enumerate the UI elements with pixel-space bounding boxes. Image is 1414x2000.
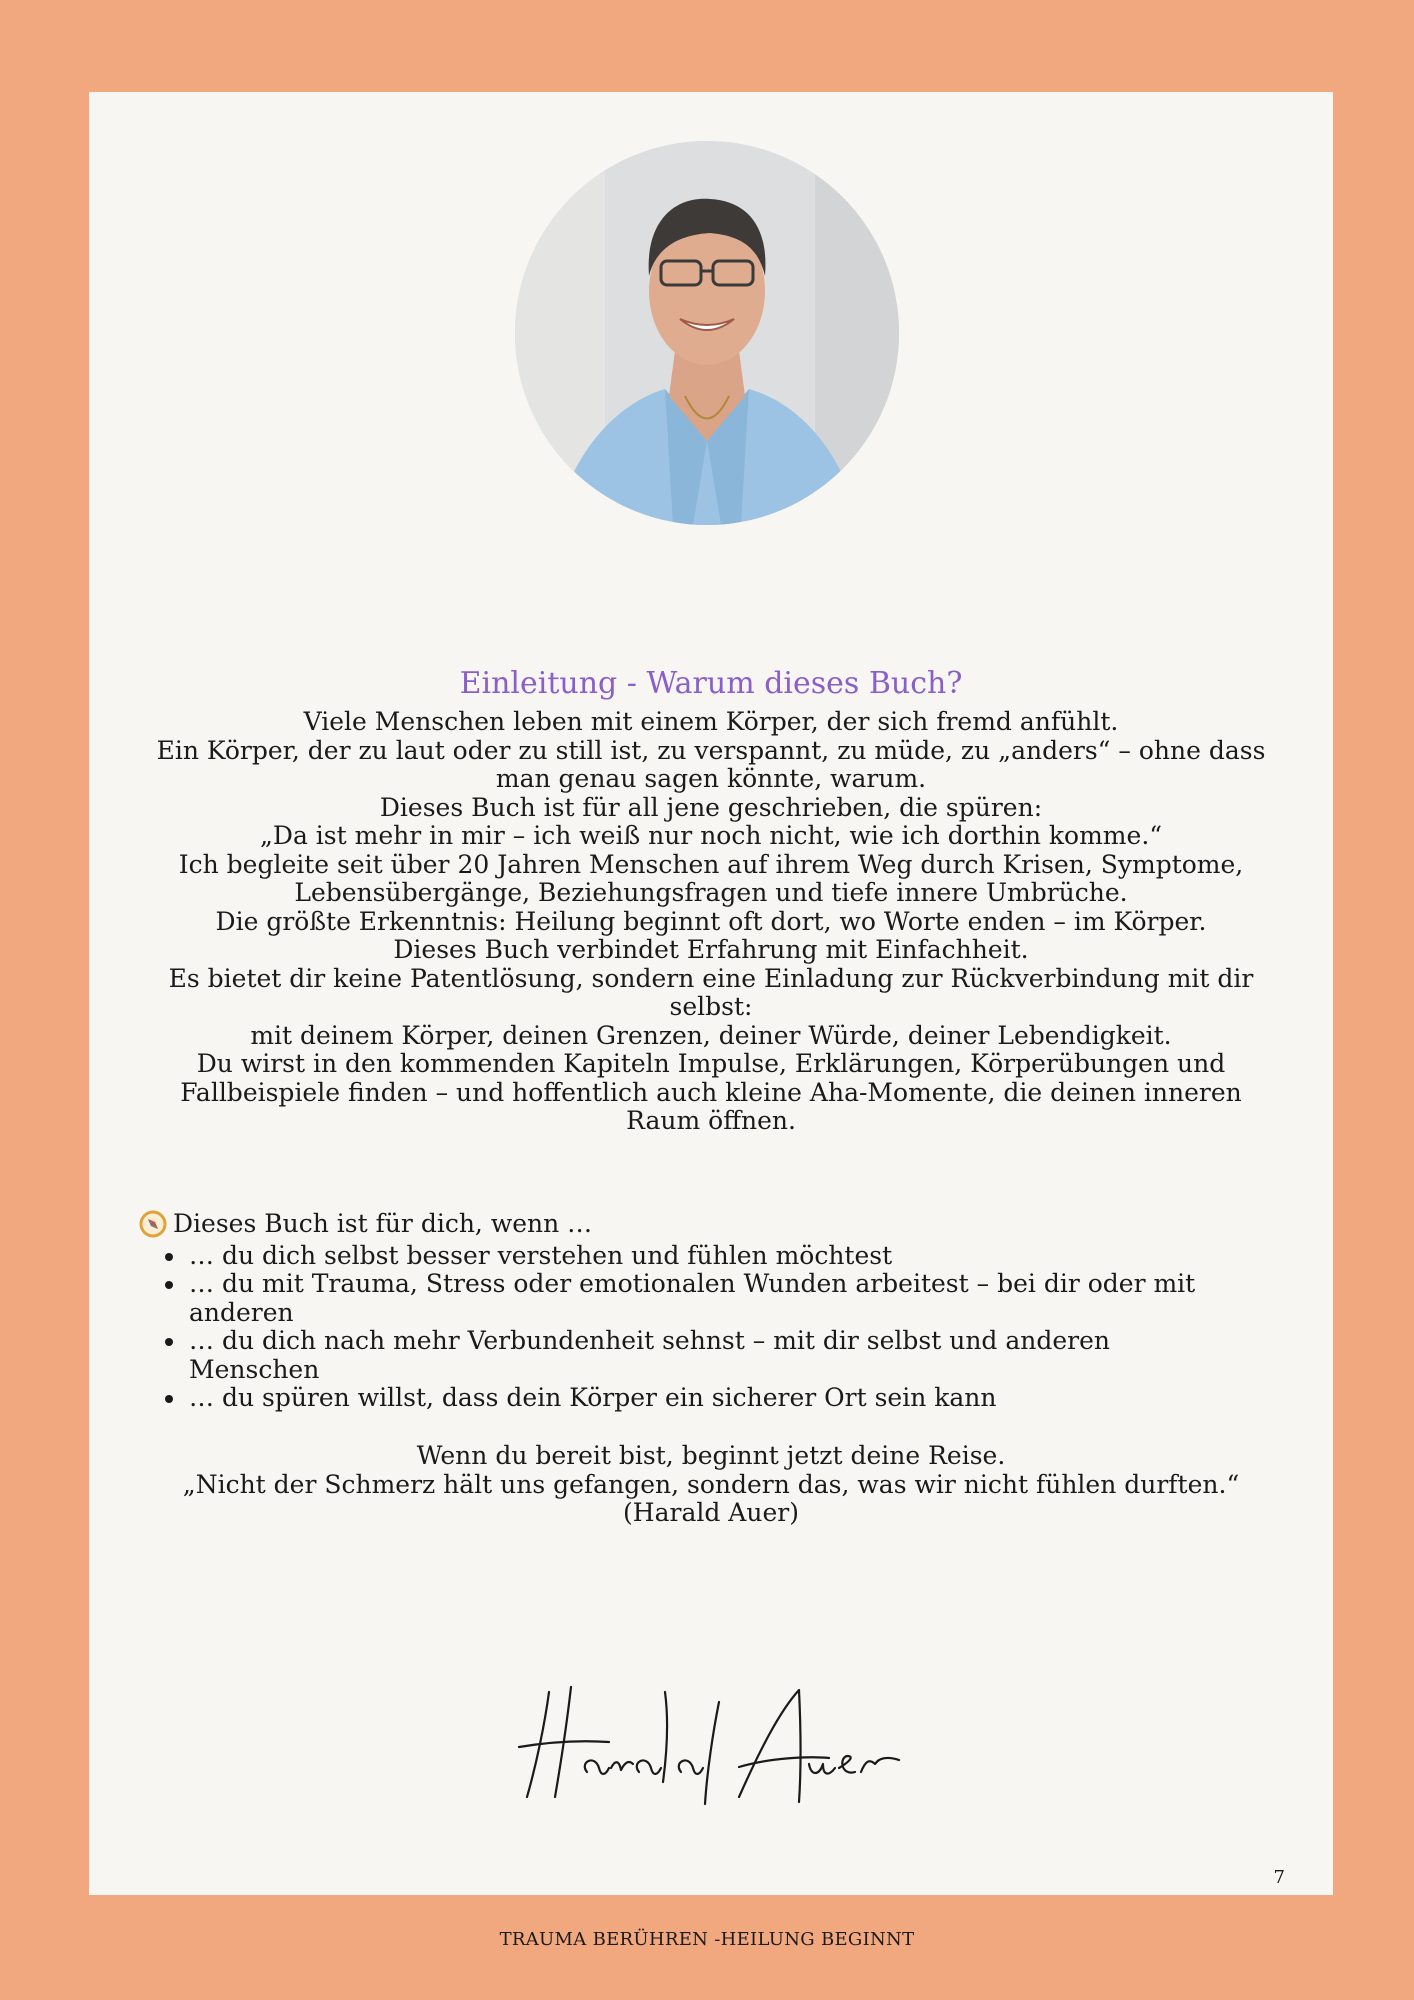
intro-quote: „Da ist mehr in mir – ich weiß nur noch nicht, wie ich dorthin komme.“ [259,821,1163,850]
page-sheet [89,92,1333,1895]
closing-quote: „Nicht der Schmerz hält uns gefangen, sondern das, was wir nicht fühlen durften.“ [182,1469,1240,1499]
section-title: Einleitung - Warum dieses Buch? [459,666,963,701]
for-who-list [139,1242,1239,1413]
intro-paragraph: mit deinem Körper, deinen Grenzen, deiner Würde, deiner Lebendigkeit. [250,1020,1172,1050]
intro-paragraph: Dieses Buch ist für all jene geschrieben, die spüren: [379,792,1043,822]
footer-title: TRAUMA BERÜHREN -HEILUNG BEGINNT [499,1929,915,1950]
for-who-heading-row [139,1210,1239,1239]
list-item: • … du dich nach mehr Verbundenheit sehnst – mit dir selbst und anderen Menschen [187,1327,1239,1384]
closing-line: Wenn du bereit bist, beginnt jetzt deine Reise. [416,1441,1006,1470]
page-number: 7 [1273,1867,1285,1888]
intro-paragraph: Die größte Erkenntnis: Heilung beginnt oft dort, wo Worte enden – im Körper. [215,906,1207,936]
closing-text [149,1442,1273,1528]
intro-paragraph: Ein Körper, der zu laut oder zu still ist, zu verspannt, zu müde, zu „anders“ – ohne dass man genau sagen könnte, warum. [156,735,1266,793]
list-item: • … du spüren willst, dass dein Körper ein sicherer Ort sein kann [187,1384,1239,1413]
list-item: • … du mit Trauma, Stress oder emotionalen Wunden arbeitest – bei dir oder mit anderen [187,1270,1239,1327]
for-who-heading: Dieses Buch ist für dich, wenn … [173,1209,593,1238]
intro-paragraph: Ich begleite seit über 20 Jahren Menschen auf ihrem Weg durch Krisen, Symptome, Lebensübergänge, Beziehungsfragen und tiefe innere Umbrüche. [178,849,1244,907]
handwritten-signature [509,1672,929,1812]
quote-author: (Harald Auer) [623,1498,799,1527]
list-item: • … du dich selbst besser verstehen und fühlen möchtest [187,1242,1239,1271]
intro-paragraph: Dieses Buch verbindet Erfahrung mit Einfachheit. [393,935,1029,964]
intro-text [149,708,1273,1136]
intro-paragraph: Du wirst in den kommenden Kapiteln Impulse, Erklärungen, Körperübungen und Fallbeispiele finden – und hoffentlich auch kleine Aha-Momente, die deinen inneren Raum öffnen. [180,1049,1242,1135]
for-who-section [139,1210,1239,1413]
author-portrait [515,141,899,525]
intro-paragraph: Viele Menschen leben mit einem Körper, der sich fremd anfühlt. [303,707,1119,736]
compass-icon [139,1210,167,1238]
intro-paragraph: Es bietet dir keine Patentlösung, sondern eine Einladung zur Rückverbindung mit dir selbst: [168,963,1254,1021]
